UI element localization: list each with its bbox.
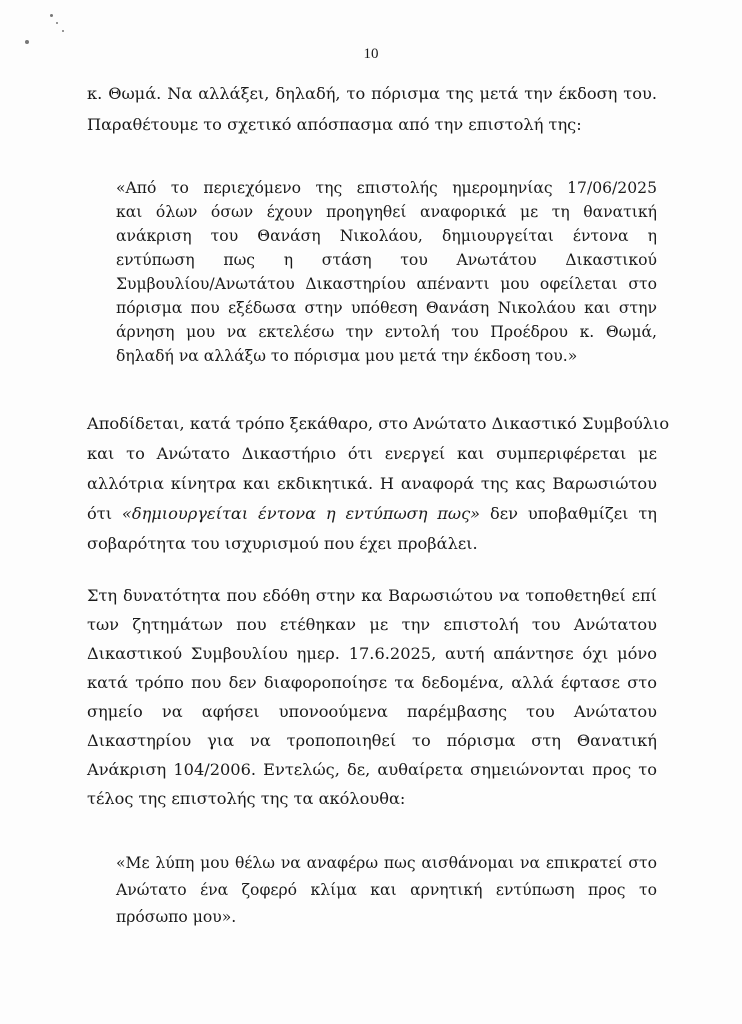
quote2-line: «Με λύπη μου θέλω να αναφέρω πως αισθάνομαι να επικρατεί στο: [116, 854, 657, 872]
scan-speck: [62, 30, 64, 32]
para2-line: σοβαρότητα του ισχυρισμού που έχει προβάλει.: [87, 534, 478, 553]
para2-line4-post: δεν υποβαθμίζει τη: [489, 504, 657, 523]
para2-line4-pre: ότι: [87, 504, 122, 523]
para2-line: [87, 503, 657, 525]
quote1-line: πόρισμα που εξέδωσα στην υπόθεση Θανάση Νικολάου και στην: [116, 299, 657, 317]
para3-line: των ζητημάτων που ετέθηκαν με την επιστολή του Ανώτατου: [87, 615, 657, 634]
quote2-line: πρόσωπο μου».: [116, 908, 237, 926]
para2-line: Αποδίδεται, κατά τρόπο ξεκάθαρο, στο Ανώτατο Δικαστικό Συμβούλιο: [87, 414, 670, 433]
scan-speck: [25, 40, 29, 44]
para3-line: Δικαστικού Συμβουλίου ημερ. 17.6.2025, αυτή απάντησε όχι μόνο: [87, 644, 657, 663]
para2-line4-italic: «δημιουργείται έντονα η εντύπωση πως»: [121, 504, 481, 523]
quote1-line: εντύπωση πως η στάση του Ανωτάτου Δικαστικού: [116, 251, 657, 269]
quote2-line: Ανώτατο ένα ζοφερό κλίμα και αρνητική εντύπωση προς το: [116, 881, 657, 899]
quote1-line: Συμβουλίου/Ανωτάτου Δικαστηρίου απέναντι μου οφείλεται στο: [116, 275, 657, 293]
para3-line: Δικαστηρίου για να τροποποιηθεί το πόρισμα στη Θανατική: [87, 731, 657, 750]
quote1-line: δηλαδή να αλλάξω το πόρισμα μου μετά την έκδοση του.»: [116, 347, 578, 365]
para3-line: κατά τρόπο που δεν διαφοροποίησε τα δεδομένα, αλλά έφτασε στο: [87, 673, 657, 692]
scan-speck: [50, 14, 53, 17]
para3-line: Στη δυνατότητα που εδόθη στην κα Βαρωσιώτου να τοποθετηθεί επί: [87, 586, 657, 605]
para3-line: σημείο να αφήσει υπονοούμενα παρέμβασης του Ανώτατου: [87, 702, 657, 721]
scan-speck: [56, 22, 58, 24]
intro-line: Παραθέτουμε το σχετικό απόσπασμα από την επιστολή της:: [87, 115, 582, 134]
quote1-line: άρνηση μου να εκτελέσω την εντολή του Προέδρου κ. Θωμά,: [116, 323, 657, 341]
quote1-line: ανάκριση του Θανάση Νικολάου, δημιουργείται έντονα η: [116, 227, 657, 245]
quote1-line: και όλων όσων έχουν προηγηθεί αναφορικά με τη θανατική: [116, 203, 657, 221]
para2-line: αλλότρια κίνητρα και εκδικητικά. Η αναφορά της κας Βαρωσιώτου: [87, 474, 657, 493]
quote1-line: «Από το περιεχόμενο της επιστολής ημερομηνίας 17/06/2025: [116, 179, 657, 197]
para3-line: τέλος της επιστολής της τα ακόλουθα:: [87, 789, 406, 808]
para2-line: και το Ανώτατο Δικαστήριο ότι ενεργεί και συμπεριφέρεται με: [87, 444, 657, 463]
page-number: 10: [363, 46, 379, 62]
intro-line: κ. Θωμά. Να αλλάξει, δηλαδή, το πόρισμα της μετά την έκδοση του.: [87, 84, 657, 103]
para3-line: Ανάκριση 104/2006. Εντελώς, δε, αυθαίρετα σημειώνονται προς το: [87, 760, 657, 779]
